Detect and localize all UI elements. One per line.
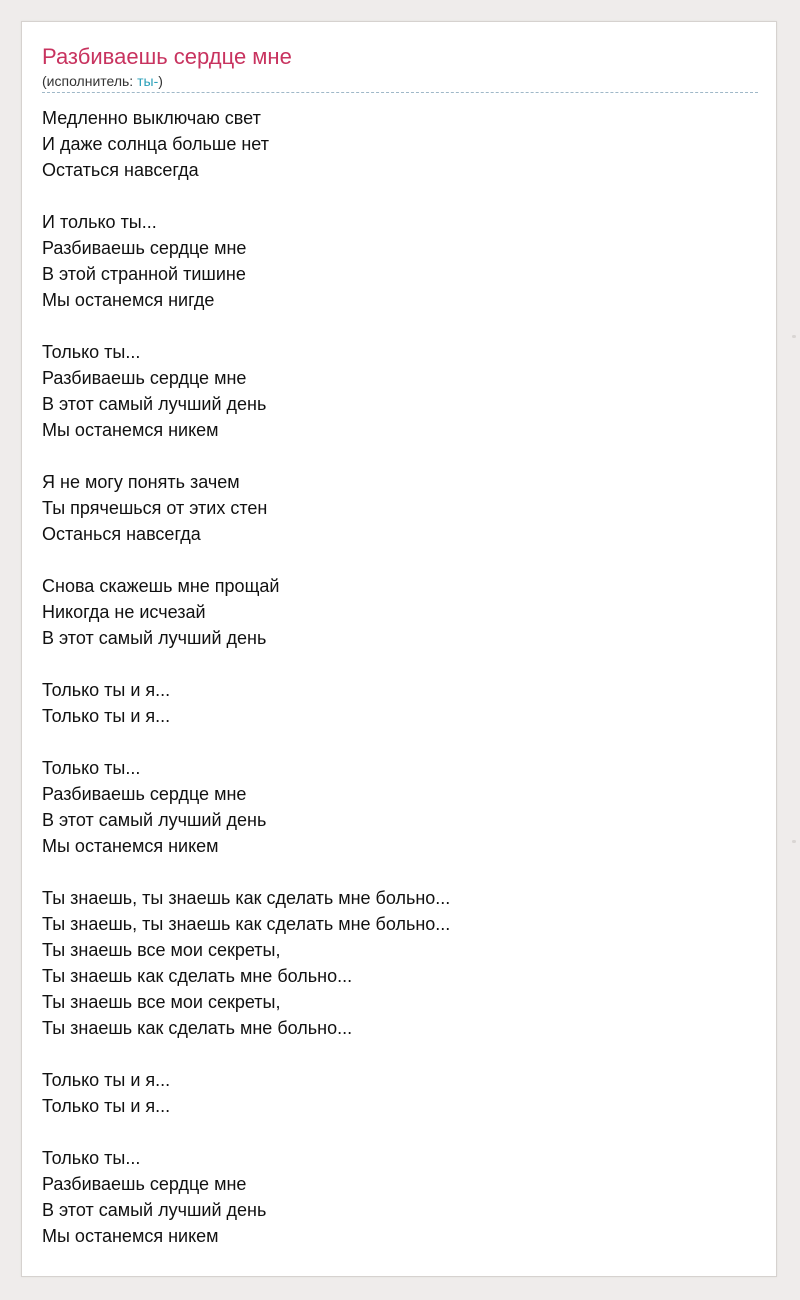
- lyric-line: Ты знаешь как сделать мне больно...: [42, 966, 353, 986]
- stanza-break: [42, 183, 758, 209]
- lyrics-text: [42, 105, 758, 1249]
- stanza-break: [42, 729, 758, 755]
- stanza-break: [42, 547, 758, 573]
- lyric-line: Никогда не исчезай: [42, 602, 206, 622]
- lyric-line: Только ты и я...: [42, 706, 171, 726]
- lyric-line: Мы останемся никем: [42, 836, 219, 856]
- song-title: Разбиваешь сердце мне: [42, 44, 292, 69]
- lyric-line: Ты знаешь все мои секреты,: [42, 992, 281, 1012]
- lyric-line: Я не могу понять зачем: [42, 472, 240, 492]
- lyric-line: Ты знаешь как сделать мне больно...: [42, 1018, 353, 1038]
- stanza-break: [42, 313, 758, 339]
- lyric-line: Ты знаешь все мои секреты,: [42, 940, 281, 960]
- stanza-break: [42, 443, 758, 469]
- lyrics-card: [21, 21, 777, 1277]
- lyric-line: Только ты и я...: [42, 1096, 171, 1116]
- lyric-line: Только ты...: [42, 1148, 141, 1168]
- lyric-line: Мы останемся никем: [42, 1226, 219, 1246]
- artist-line: [42, 72, 758, 90]
- lyric-line: Разбиваешь сердце мне: [42, 784, 247, 804]
- lyric-line: Ты знаешь, ты знаешь как сделать мне больно...: [42, 914, 451, 934]
- lyric-line: Мы останемся нигде: [42, 290, 215, 310]
- lyric-line: Снова скажешь мне прощай: [42, 576, 280, 596]
- lyric-line: Разбиваешь сердце мне: [42, 238, 247, 258]
- lyric-line: В этой странной тишине: [42, 264, 246, 284]
- artist-suffix: ): [158, 73, 163, 89]
- lyric-line: В этот самый лучший день: [42, 1200, 267, 1220]
- lyric-line: В этот самый лучший день: [42, 628, 267, 648]
- artist-prefix: (исполнитель:: [42, 73, 138, 89]
- lyric-line: Ты знаешь, ты знаешь как сделать мне больно...: [42, 888, 451, 908]
- edge-mark: [792, 840, 796, 843]
- stanza-break: [42, 1119, 758, 1145]
- stanza-break: [42, 1041, 758, 1067]
- stanza-break: [42, 859, 758, 885]
- lyric-line: Мы останемся никем: [42, 420, 219, 440]
- lyric-line: Только ты и я...: [42, 1070, 171, 1090]
- lyric-line: Останься навсегда: [42, 524, 201, 544]
- lyric-line: Ты прячешься от этих стен: [42, 498, 268, 518]
- stanza-break: [42, 651, 758, 677]
- artist-link[interactable]: ты-: [137, 73, 159, 89]
- lyric-line: Разбиваешь сердце мне: [42, 368, 247, 388]
- lyric-line: В этот самый лучший день: [42, 810, 267, 830]
- song-header: [42, 42, 758, 93]
- lyric-line: Только ты и я...: [42, 680, 171, 700]
- lyric-line: И только ты...: [42, 212, 157, 232]
- edge-mark: [792, 335, 796, 338]
- lyric-line: В этот самый лучший день: [42, 394, 267, 414]
- lyric-line: И даже солнца больше нет: [42, 134, 269, 154]
- lyric-line: Только ты...: [42, 758, 141, 778]
- lyric-line: Только ты...: [42, 342, 141, 362]
- lyric-line: Разбиваешь сердце мне: [42, 1174, 247, 1194]
- lyric-line: Медленно выключаю свет: [42, 108, 261, 128]
- lyric-line: Остаться навсегда: [42, 160, 199, 180]
